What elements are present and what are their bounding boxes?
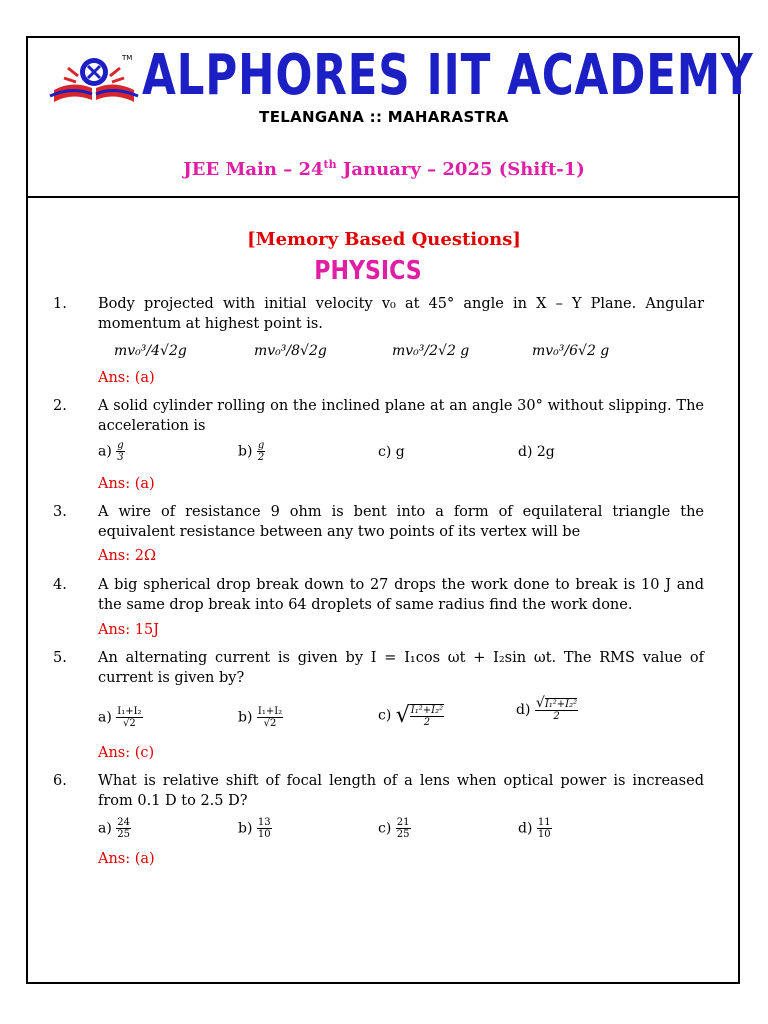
option-fraction xyxy=(116,440,124,463)
fraction-denominator: 25 xyxy=(396,829,410,840)
option-fraction xyxy=(537,817,552,840)
option-label: a) xyxy=(98,820,112,837)
option-label: d) xyxy=(518,444,533,460)
option-label: b) xyxy=(238,443,253,460)
question-text: A solid cylinder rolling on the inclined plane at an angle 30° without slipping. The acceleration is xyxy=(98,398,704,434)
answer-3: Ans: 2Ω xyxy=(98,548,156,564)
question-number: 3. xyxy=(53,504,67,520)
option-c xyxy=(378,817,411,840)
option-label: a) xyxy=(98,443,112,460)
fraction-numerator: I₁+I₂ xyxy=(117,706,142,717)
option-fraction xyxy=(257,817,272,840)
option-value: g xyxy=(395,444,405,460)
option-c xyxy=(378,444,405,460)
option-fraction xyxy=(116,706,142,729)
question-number: 1. xyxy=(53,296,67,312)
fraction-denominator: 2 xyxy=(553,711,560,722)
option-label: d) xyxy=(516,702,531,718)
option-d xyxy=(518,444,555,460)
fraction-denominator: 10 xyxy=(537,829,551,840)
option-a xyxy=(98,706,143,729)
exam-title xyxy=(0,158,768,180)
option-fraction xyxy=(116,817,131,840)
option-c xyxy=(378,703,444,728)
fraction-denominator: 2 xyxy=(257,452,265,463)
radicand: I₁²+I₂² xyxy=(544,699,578,710)
option-b xyxy=(238,817,272,840)
answer-6: Ans: (a) xyxy=(98,851,155,867)
option-a xyxy=(98,440,125,463)
option-value: 2g xyxy=(536,444,555,460)
option-b: mv₀³/8√2g xyxy=(254,343,327,359)
brand-title: ALPHORES IIT ACADEMY xyxy=(142,43,754,108)
fraction-numerator: I₁+I₂ xyxy=(257,706,283,717)
academy-logo-icon xyxy=(48,50,140,108)
answer-1: Ans: (a) xyxy=(98,370,155,386)
option-label: b) xyxy=(238,820,253,837)
exam-title-prefix: JEE Main – 24 xyxy=(183,159,324,180)
question-text: A wire of resistance 9 ohm is bent into a form of equilateral triangle the equivalent resistance between any two points of its vertex will be xyxy=(98,504,704,540)
fraction-numerator: g xyxy=(257,440,265,451)
option-fraction xyxy=(257,706,283,729)
states-subtitle: TELANGANA :: MAHARASTRA xyxy=(259,108,509,126)
subject-title: PHYSICS xyxy=(314,256,422,286)
option-a xyxy=(98,817,131,840)
question-number: 2. xyxy=(53,398,67,414)
fraction-numerator: 24 xyxy=(117,817,130,828)
question-number: 5. xyxy=(53,650,67,666)
question-text: An alternating current is given by I = I₁cos ωt + I₂sin ωt. The RMS value of current is given by? xyxy=(98,650,704,686)
exam-title-suffix: January – 2025 (Shift-1) xyxy=(336,159,585,180)
option-d xyxy=(518,817,552,840)
option-fraction xyxy=(257,440,265,463)
option-b xyxy=(238,440,265,463)
answer-5: Ans: (c) xyxy=(98,745,155,761)
answer-2: Ans: (a) xyxy=(98,476,155,492)
exam-title-sup: th xyxy=(323,158,337,171)
option-label: c) xyxy=(378,444,392,460)
option-label: c) xyxy=(378,820,392,837)
question-number: 6. xyxy=(53,773,67,789)
option-fraction xyxy=(396,817,411,840)
fraction-denominator: 10 xyxy=(257,829,271,840)
option-d xyxy=(516,695,578,722)
section-heading: [Memory Based Questions] xyxy=(247,229,521,250)
option-label: b) xyxy=(238,709,253,726)
fraction-numerator: g xyxy=(117,440,124,451)
fraction-denominator: 3 xyxy=(117,452,124,463)
option-d: mv₀³/6√2 g xyxy=(532,343,610,359)
option-label: a) xyxy=(98,709,112,726)
fraction-denominator: 25 xyxy=(117,829,130,840)
option-label: c) xyxy=(378,707,392,724)
fraction-denominator: √2 xyxy=(123,718,136,729)
header-divider xyxy=(26,196,740,198)
question-number: 4. xyxy=(53,577,67,593)
fraction-denominator: √2 xyxy=(263,718,277,729)
square-root-icon: √ xyxy=(535,695,545,711)
option-fraction xyxy=(410,704,444,728)
fraction-numerator: 13 xyxy=(257,817,271,828)
fraction-numerator: 11 xyxy=(537,817,551,828)
question-text: What is relative shift of focal length of a lens when optical power is increased from 0.1 D to 2.5 D? xyxy=(98,773,704,809)
fraction-numerator xyxy=(535,695,578,711)
fraction-numerator: I₁²+I₂² xyxy=(410,704,444,716)
option-c: mv₀³/2√2 g xyxy=(392,343,470,359)
option-fraction xyxy=(535,695,578,722)
option-label: d) xyxy=(518,820,533,837)
option-a: mv₀³/4√2g xyxy=(114,343,187,359)
fraction-numerator: 21 xyxy=(396,817,410,828)
question-text: Body projected with initial velocity v₀ at 45° angle in X – Y Plane. Angular momentum at highest point is. xyxy=(98,296,704,332)
option-b xyxy=(238,706,283,729)
answer-4: Ans: 15J xyxy=(98,622,160,638)
trademark-label: TM xyxy=(122,54,133,62)
fraction-denominator: 2 xyxy=(423,716,431,728)
square-root-icon: √ xyxy=(395,703,410,728)
question-text: A big spherical drop break down to 27 drops the work done to break is 10 J and the same drop break into 64 droplets of same radius find the work done. xyxy=(98,577,704,613)
